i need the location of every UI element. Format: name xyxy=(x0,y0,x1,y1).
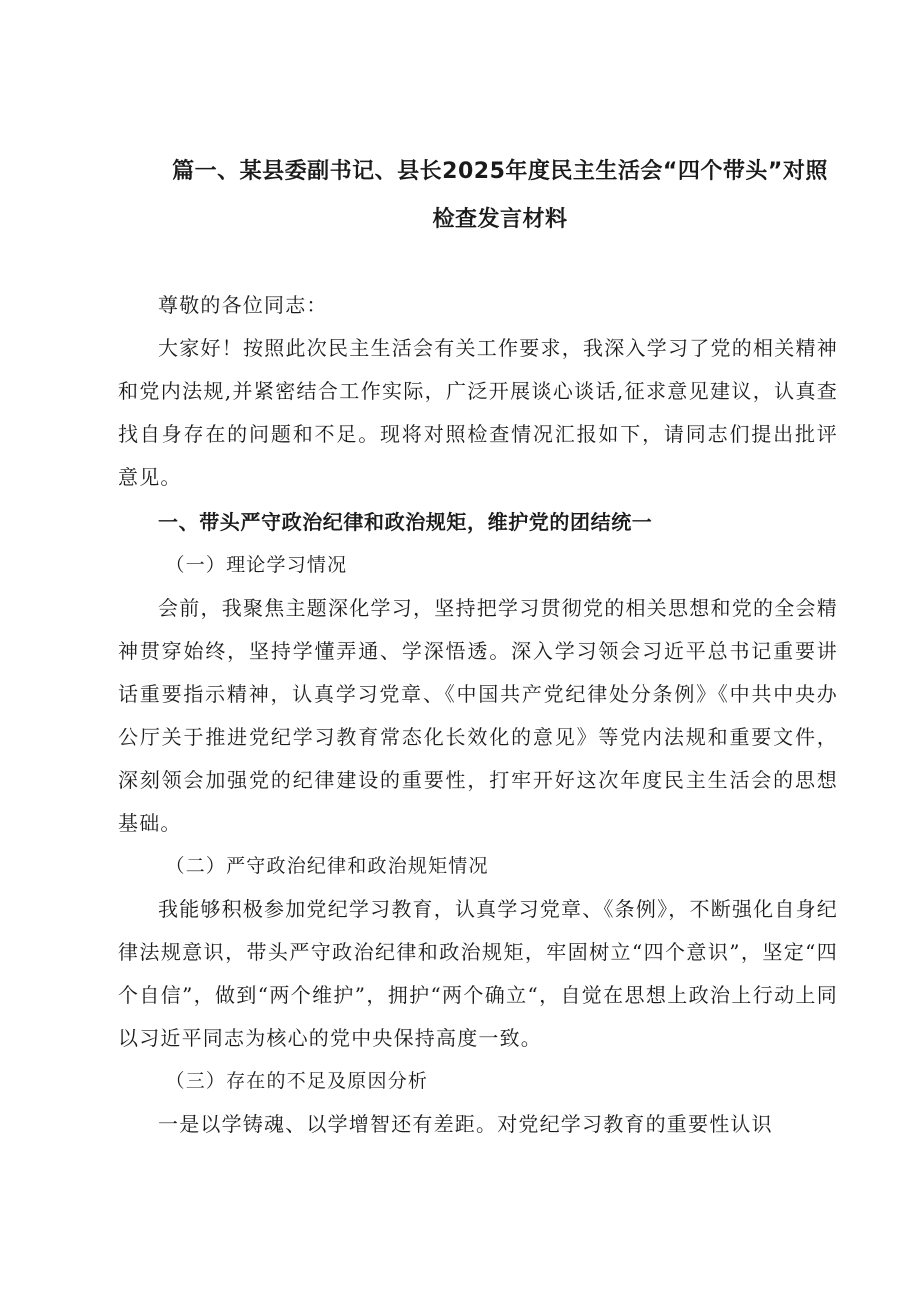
title-line-1: 篇一、某县委副书记、县长2025年度民主生活会“四个带头”对照 xyxy=(172,159,828,184)
subsection-3-paragraph: 一是以学铸魂、以学增智还有差距。对党纪学习教育的重要性认识 xyxy=(158,1112,773,1136)
subsection-3-heading: （三）存在的不足及原因分析 xyxy=(165,1070,429,1092)
subsection-2-heading: （二）严守政治纪律和政治规矩情况 xyxy=(165,855,489,877)
document-body xyxy=(118,284,838,1146)
document-title xyxy=(120,148,880,244)
subsection-2-paragraph: 我能够积极参加党纪学习教育，认真学习党章、《条例》，不断强化自身纪律法规意识，带头严守政治纪律和政治规矩，牢固树立“四个意识”，坚定“四个自信”，做到“两个维护”，拥护“两个确立“，自觉在思想上政治上行动上同以习近平同志为核心的党中央保持高度一致。 xyxy=(118,897,838,1050)
subsection-1-heading: （一）理论学习情况 xyxy=(165,554,348,576)
section-1-heading: 一、带头严守政治纪律和政治规矩，维护党的团结统一 xyxy=(158,510,653,534)
title-line-2: 检查发言材料 xyxy=(432,207,568,232)
subsection-1-paragraph: 会前，我聚焦主题深化学习，坚持把学习贯彻党的相关思想和党的全会精神贯穿始终，坚持学懂弄通、学深悟透。深入学习领会习近平总书记重要讲话重要指示精神，认真学习党章、《中国共产党纪律处分条例》《中共中央办公厅关于推进党纪学习教育常态化长效化的意见》等党内法规和重要文件，深刻领会加强党的纪律建设的重要性，打牢开好这次年度民主生活会的思想基础。 xyxy=(118,596,838,835)
intro-paragraph: 大家好！按照此次民主生活会有关工作要求，我深入学习了党的相关精神和党内法规,并紧密结合工作实际，广泛开展谈心谈话,征求意见建议，认真查找自身存在的问题和不足。现将对照检查情况汇报如下，请同志们提出批评意见。 xyxy=(118,336,838,489)
salutation: 尊敬的各位同志： xyxy=(158,293,328,317)
